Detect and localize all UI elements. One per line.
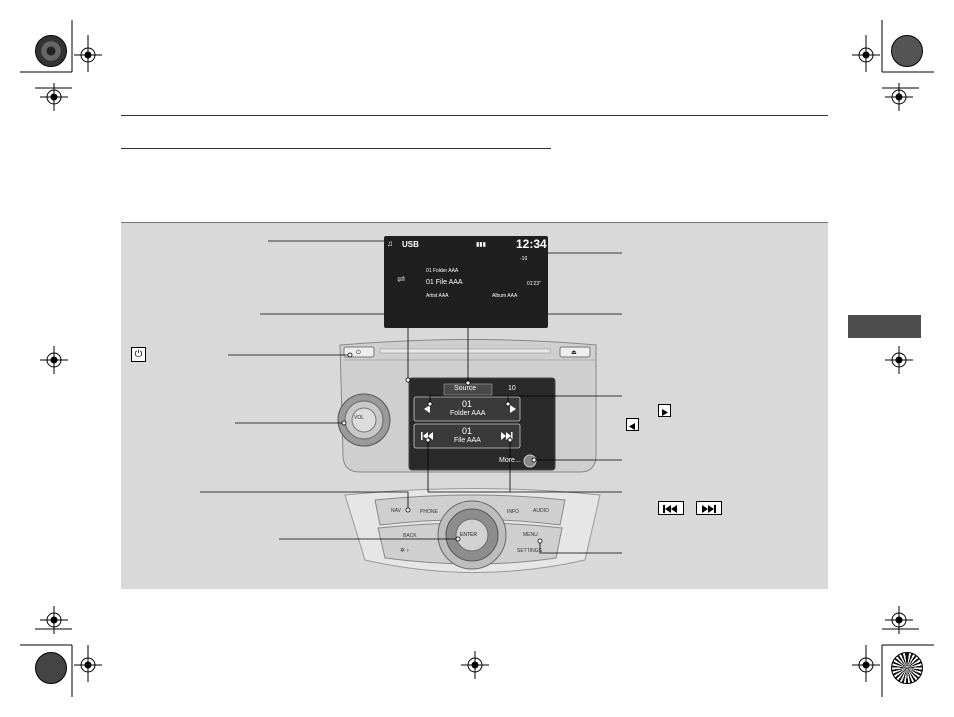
enter-button[interactable]: ENTER <box>460 532 477 538</box>
folder-row: 01 Folder AAA <box>426 268 459 274</box>
source-name: USB <box>402 240 419 249</box>
phone-button[interactable]: PHONE <box>420 509 438 515</box>
clock: 12:34 <box>516 237 547 251</box>
skip-forward-icon <box>696 501 722 515</box>
source-button[interactable]: Source <box>454 385 477 392</box>
artist-name: Artist AAA <box>426 293 449 299</box>
power-button-icon[interactable]: ⏻ <box>356 350 361 356</box>
settings-button[interactable]: SETTINGS <box>517 548 543 554</box>
more-button[interactable]: More... <box>499 457 521 464</box>
volume-level: -10 <box>520 256 528 262</box>
power-icon: ⏻ <box>131 347 146 362</box>
play-right-icon <box>658 404 671 417</box>
file-row: 01 File AAA <box>426 279 463 286</box>
fan-icon[interactable]: ✲ › <box>400 548 409 554</box>
back-button[interactable]: BACK <box>403 533 417 539</box>
folder-name: Folder AAA <box>450 410 486 417</box>
folder-number: 01 <box>462 399 473 409</box>
album-name: Album AAA <box>492 293 518 299</box>
usb-icon: ⇌ <box>397 274 406 285</box>
elapsed-time: 01'23" <box>527 281 541 287</box>
touch-volume: 10 <box>508 385 516 392</box>
skip-back-icon <box>658 501 684 515</box>
music-note-icon: ♫ <box>387 239 393 248</box>
play-left-icon <box>626 418 639 431</box>
info-button[interactable]: INFO <box>507 509 519 515</box>
audio-button[interactable]: AUDIO <box>533 508 549 514</box>
signal-icon: ▮▮▮ <box>476 242 486 248</box>
audio-screen <box>384 236 548 328</box>
nav-button[interactable]: NAV <box>391 508 401 514</box>
vol-knob[interactable]: VOL <box>354 415 365 421</box>
file-name: File AAA <box>454 437 481 444</box>
menu-button[interactable]: MENU <box>523 532 538 538</box>
file-number: 01 <box>462 426 473 436</box>
eject-icon[interactable]: ⏏ <box>571 350 577 356</box>
